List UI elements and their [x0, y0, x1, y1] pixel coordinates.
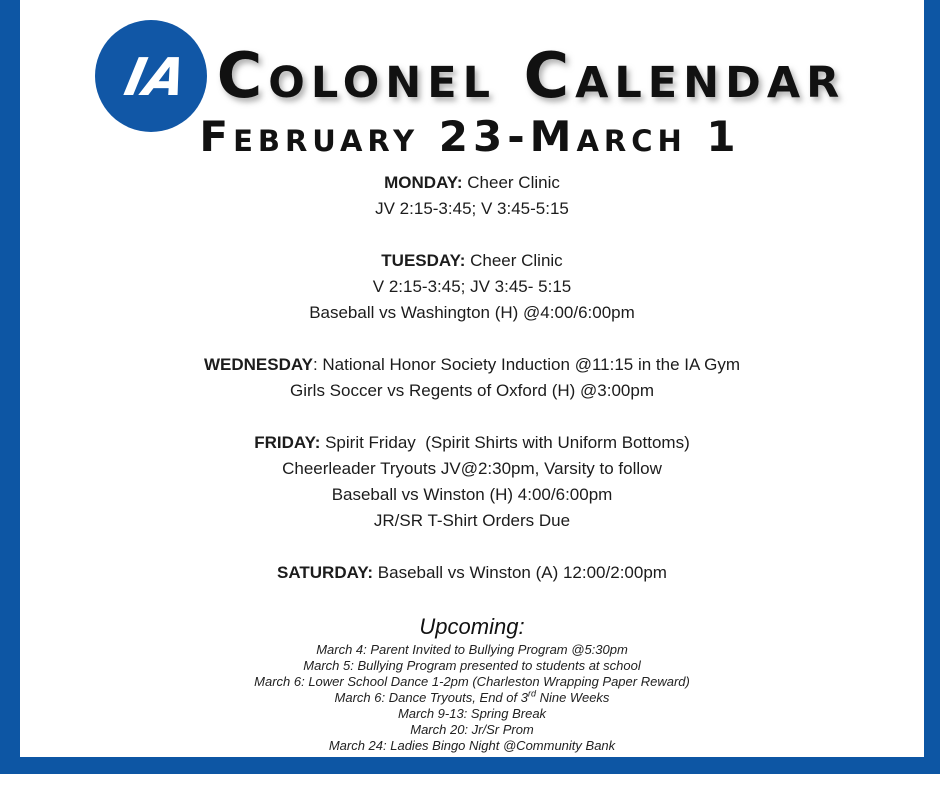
- upcoming-item: [20, 690, 924, 706]
- schedule-line: [20, 508, 924, 534]
- upcoming-item: [20, 722, 924, 738]
- upcoming-text: March 6: Lower School Dance 1-2pm (Charleston Wrapping Paper Reward): [254, 674, 690, 689]
- ordinal-suffix: rd: [527, 688, 536, 699]
- schedule-line: [20, 300, 924, 326]
- date-range: February 23-March 1: [199, 112, 741, 161]
- schedule-text: : National Honor Society Induction @11:15 in the IA Gym: [312, 355, 740, 374]
- upcoming-item: [20, 674, 924, 690]
- upcoming-heading: Upcoming:: [419, 614, 525, 639]
- weekly-schedule: [20, 170, 924, 754]
- day-label: TUESDAY:: [381, 251, 466, 270]
- schedule-text: V 2:15-3:45; JV 3:45- 5:15: [372, 277, 572, 296]
- day-block-tuesday: [20, 248, 924, 326]
- schedule-text: Cheer Clinic: [462, 173, 560, 192]
- schedule-text: Girls Soccer vs Regents of Oxford (H) @3:00pm: [290, 381, 654, 400]
- schedule-line: [20, 248, 924, 274]
- day-label: MONDAY:: [384, 173, 463, 192]
- schedule-line: [20, 430, 924, 456]
- upcoming-text: March 20: Jr/Sr Prom: [410, 722, 534, 737]
- upcoming-text: March 6: Dance Tryouts, End of 3: [334, 690, 528, 705]
- upcoming-text: March 4: Parent Invited to Bullying Program @5:30pm: [316, 642, 628, 657]
- schedule-text: Cheerleader Tryouts JV@2:30pm, Varsity to follow: [282, 459, 662, 478]
- day-block-saturday: [20, 560, 924, 586]
- schedule-text: Baseball vs Winston (A) 12:00/2:00pm: [373, 563, 667, 582]
- day-label: SATURDAY:: [277, 563, 374, 582]
- day-block-wednesday: [20, 352, 924, 404]
- day-label: FRIDAY:: [254, 433, 321, 452]
- upcoming-text: March 5: Bullying Program presented to students at school: [303, 658, 641, 673]
- schedule-text: Spirit Friday (Spirit Shirts with Uniform Bottoms): [320, 433, 690, 452]
- upcoming-text: March 9-13: Spring Break: [397, 706, 547, 721]
- upcoming-item: [20, 738, 924, 754]
- schedule-line: [20, 170, 924, 196]
- schedule-line: [20, 274, 924, 300]
- schedule-line: [20, 196, 924, 222]
- logo-monogram: IA: [119, 47, 192, 108]
- schedule-line: [20, 456, 924, 482]
- schedule-text: Baseball vs Winston (H) 4:00/6:00pm: [331, 485, 613, 504]
- day-label: WEDNESDAY: [203, 355, 313, 374]
- schedule-line: [20, 560, 924, 586]
- schedule-line: [20, 482, 924, 508]
- day-block-friday: [20, 430, 924, 534]
- day-block-monday: [20, 170, 924, 222]
- upcoming-section: [20, 612, 924, 754]
- border-bar-bottom: [0, 757, 940, 774]
- upcoming-list: [20, 642, 924, 754]
- upcoming-item: [20, 658, 924, 674]
- schedule-text: JR/SR T-Shirt Orders Due: [373, 511, 571, 530]
- upcoming-item: [20, 642, 924, 658]
- schedule-line: [20, 352, 924, 378]
- page-title: Colonel Calendar: [216, 39, 846, 113]
- upcoming-text: Nine Weeks: [535, 690, 610, 705]
- upcoming-text: March 24: Ladies Bingo Night @Community Bank: [328, 738, 616, 753]
- schedule-text: Cheer Clinic: [465, 251, 563, 270]
- schedule-line: [20, 378, 924, 404]
- schedule-text: Baseball vs Washington (H) @4:00/6:00pm: [309, 303, 635, 322]
- upcoming-item: [20, 706, 924, 722]
- schedule-text: JV 2:15-3:45; V 3:45-5:15: [375, 199, 569, 218]
